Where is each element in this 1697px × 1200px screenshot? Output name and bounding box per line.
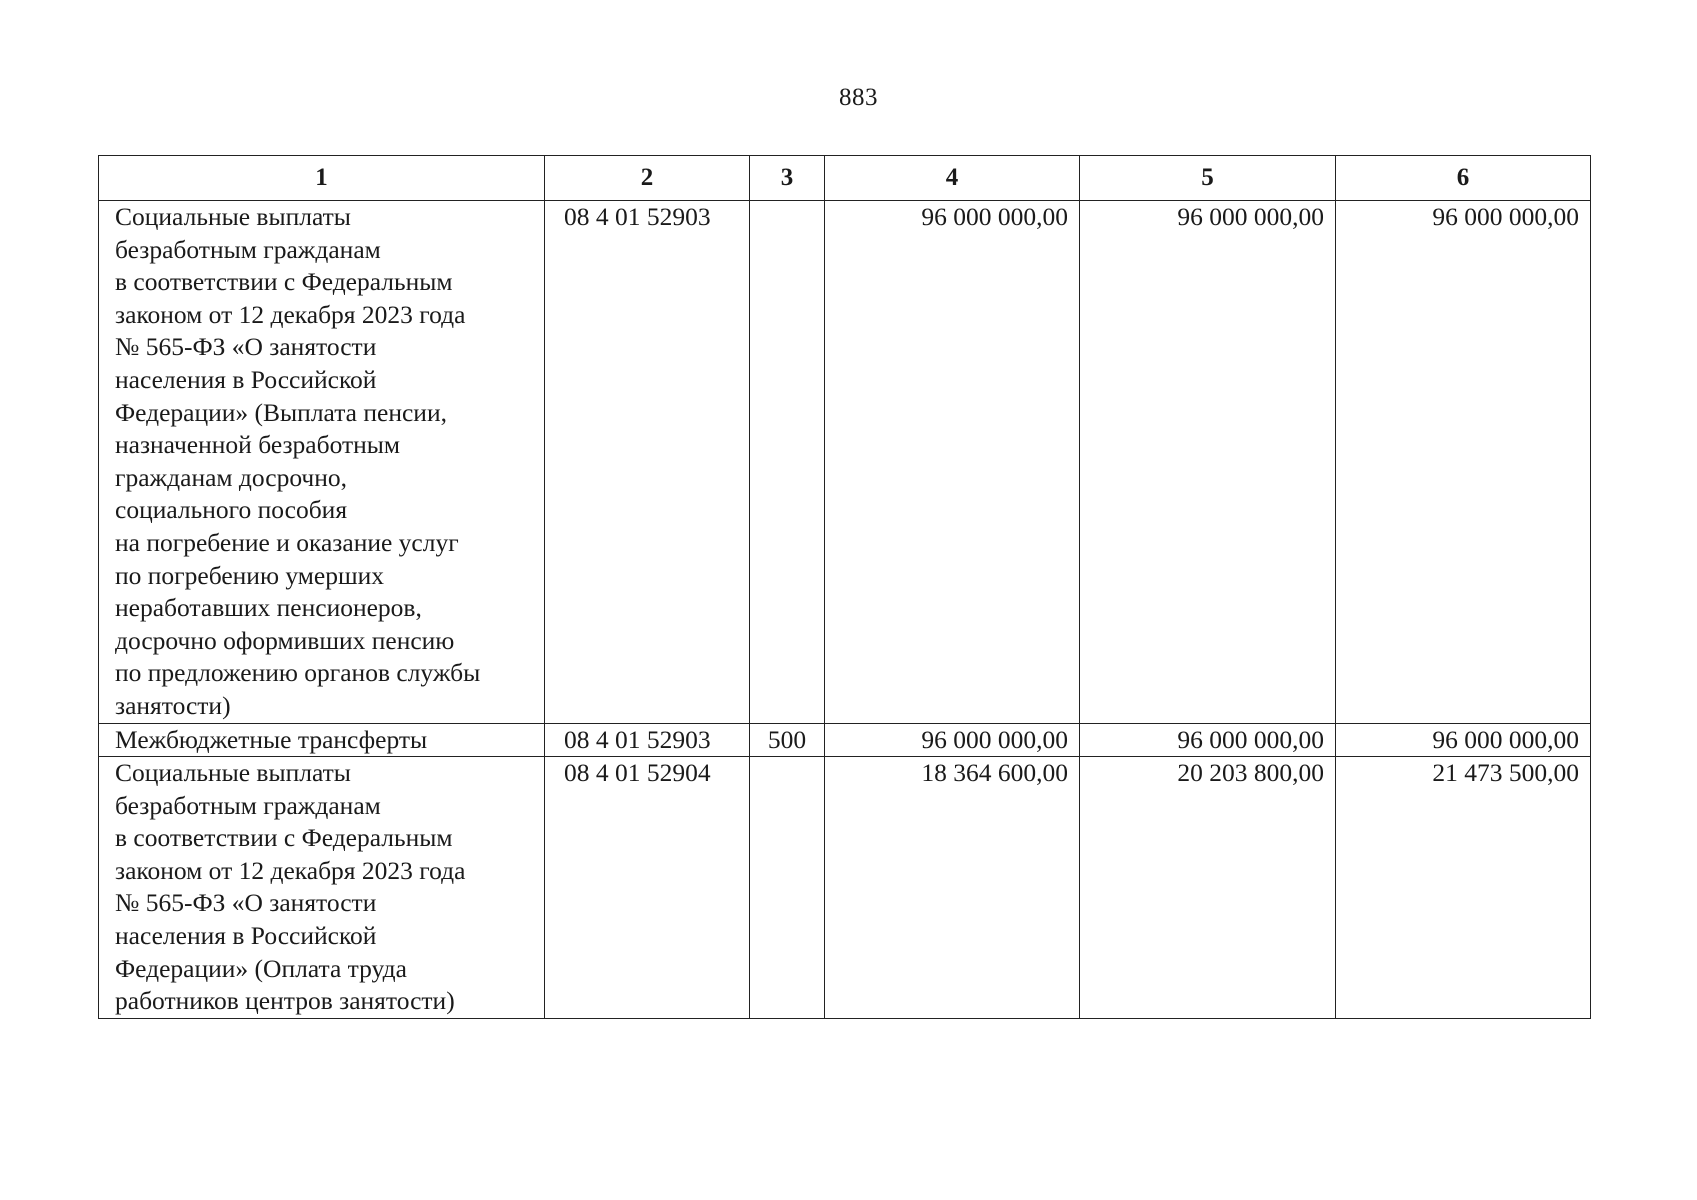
- row-name-line: безработным гражданам: [115, 790, 381, 820]
- table-row: [99, 201, 1591, 724]
- row-name-cell: [99, 723, 545, 757]
- row-name-line: назначенной безработным: [115, 430, 401, 460]
- row-name-line: Федерации» (Оплата труда: [115, 953, 407, 983]
- column-header-1: 1: [99, 156, 545, 201]
- row-name-line: социального пособия: [115, 495, 348, 525]
- table-row: [99, 723, 1591, 757]
- row-amount-2-cell: 96 000 000,00: [1080, 723, 1336, 757]
- row-code-cell: 08 4 01 52903: [545, 723, 750, 757]
- row-name-line: законом от 12 декабря 2023 года: [115, 299, 466, 329]
- column-header-4: 4: [825, 156, 1080, 201]
- row-name-line: Федерации» (Выплата пенсии,: [115, 397, 447, 427]
- row-amount-2-cell: 96 000 000,00: [1080, 201, 1336, 724]
- row-code-cell: 08 4 01 52903: [545, 201, 750, 724]
- table-row: [99, 757, 1591, 1019]
- page-number: 883: [839, 84, 878, 111]
- row-name-line: населения в Российской: [115, 364, 377, 394]
- column-header-6: 6: [1336, 156, 1591, 201]
- row-name-line: по погребению умерших: [115, 560, 385, 590]
- column-header-2: 2: [545, 156, 750, 201]
- table-header-row: [99, 156, 1591, 201]
- row-name-line: Социальные выплаты: [115, 758, 351, 788]
- row-name-line: досрочно оформивших пенсию: [115, 625, 455, 655]
- row-name-line: неработавших пенсионеров,: [115, 593, 422, 623]
- row-name-cell: [99, 757, 545, 1019]
- row-name-line: безработным гражданам: [115, 234, 381, 264]
- row-amount-3-cell: 96 000 000,00: [1336, 723, 1591, 757]
- row-kind-cell: 500: [750, 723, 825, 757]
- row-kind-cell: [750, 757, 825, 1019]
- column-header-3: 3: [750, 156, 825, 201]
- row-amount-3-cell: 96 000 000,00: [1336, 201, 1591, 724]
- row-kind-cell: [750, 201, 825, 724]
- row-name-line: по предложению органов службы: [115, 658, 481, 688]
- row-amount-2-cell: 20 203 800,00: [1080, 757, 1336, 1019]
- row-name-line: № 565-ФЗ «О занятости: [115, 332, 377, 362]
- row-name-line: в соответствии с Федеральным: [115, 823, 453, 853]
- row-name-line: на погребение и оказание услуг: [115, 527, 459, 557]
- row-code-cell: 08 4 01 52904: [545, 757, 750, 1019]
- budget-table: [98, 155, 1591, 1019]
- row-name-line: Социальные выплаты: [115, 202, 351, 231]
- row-name-line: работников центров занятости): [115, 986, 455, 1016]
- column-header-5: 5: [1080, 156, 1336, 201]
- row-amount-3-cell: 21 473 500,00: [1336, 757, 1591, 1019]
- row-name-line: гражданам досрочно,: [115, 462, 348, 492]
- row-name-line: № 565-ФЗ «О занятости: [115, 888, 377, 918]
- row-name-line: занятости): [115, 690, 231, 720]
- row-name-line: законом от 12 декабря 2023 года: [115, 855, 466, 885]
- row-name-cell: [99, 201, 545, 724]
- row-amount-1-cell: 96 000 000,00: [825, 723, 1080, 757]
- row-name-line: населения в Российской: [115, 921, 377, 951]
- row-amount-1-cell: 96 000 000,00: [825, 201, 1080, 724]
- row-amount-1-cell: 18 364 600,00: [825, 757, 1080, 1019]
- row-name-line: Межбюджетные трансферты: [115, 724, 428, 754]
- row-name-line: в соответствии с Федеральным: [115, 267, 453, 297]
